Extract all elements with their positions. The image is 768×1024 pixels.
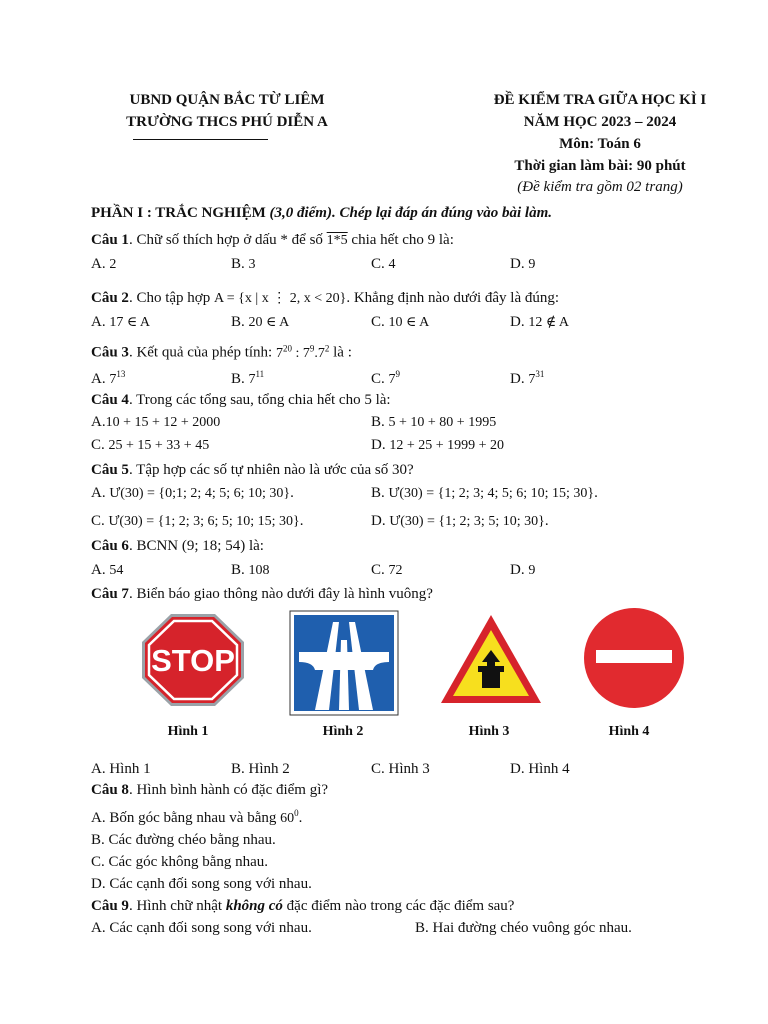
q6-option-a[interactable]: A. 54: [91, 562, 124, 578]
q1-option-d[interactable]: D. 9: [510, 256, 536, 272]
caption-hinh-2: Hình 2: [322, 724, 364, 739]
question-text: . BCNN (9; 18; 54) là:: [128, 538, 264, 554]
q8-option-c[interactable]: C. Các góc không bằng nhau.: [91, 854, 269, 870]
q2-option-d[interactable]: D. 12 ∉ A: [510, 314, 570, 330]
question-5: [91, 462, 414, 479]
question-label: Câu 6: [91, 538, 129, 554]
section-title: PHẦN I : TRẮC NGHIỆM: [91, 205, 266, 221]
question-label: Câu 2: [91, 290, 129, 306]
question-text: là :: [329, 344, 352, 361]
q9-option-b[interactable]: B. Hai đường chéo vuông góc nhau.: [415, 920, 632, 936]
caption-hinh-4: Hình 4: [608, 724, 650, 739]
question-text: . Biển báo giao thông nào dưới đây là hình vuông?: [128, 586, 433, 602]
q6-option-d[interactable]: D. 9: [510, 562, 536, 578]
q2-option-a[interactable]: A. 17 ∈ A: [91, 314, 151, 330]
q7-option-c[interactable]: C. Hình 3: [371, 761, 430, 777]
question-label: Câu 5: [91, 462, 129, 478]
exam-title: ĐỀ KIỂM TRA GIỮA HỌC KÌ I: [493, 92, 707, 108]
q2-option-b[interactable]: B. 20 ∈ A: [231, 314, 290, 330]
question-text: . Hình bình hành có đặc điểm gì?: [128, 782, 329, 798]
question-text: . Tập hợp các số tự nhiên nào là ước của số 30?: [128, 462, 414, 478]
question-text: . Cho tập hợp: [128, 290, 214, 306]
question-7: [91, 586, 433, 603]
school-year: NĂM HỌC 2023 – 2024: [523, 114, 677, 130]
section-instruction: Chép lại đáp án đúng vào bài làm.: [335, 205, 552, 221]
q4-option-c[interactable]: C. 25 + 15 + 33 + 45: [91, 437, 210, 453]
q3-option-c[interactable]: C. $7^9$: [371, 369, 401, 387]
caption-hinh-3: Hình 3: [468, 724, 510, 739]
caption-hinh-1: Hình 1: [167, 724, 209, 739]
question-text: . Kết quả của phép tính:: [128, 344, 276, 361]
question-label: Câu 9: [91, 898, 129, 914]
q4-option-b[interactable]: B. 5 + 10 + 80 + 1995: [371, 414, 497, 430]
section-heading: [91, 205, 552, 222]
q6-option-c[interactable]: C. 72: [371, 562, 403, 578]
q1-option-c[interactable]: C. 4: [371, 256, 396, 272]
q3-option-b[interactable]: B. $7^{11}$: [231, 369, 265, 387]
page-count-note: (Đề kiểm tra gồm 02 trang): [517, 179, 683, 195]
question-2: [91, 290, 559, 307]
q5-option-d[interactable]: D. Ư(30) = {1; 2; 3; 5; 10; 30}.: [371, 513, 549, 529]
q5-option-b[interactable]: B. Ư(30) = {1; 2; 3; 4; 5; 6; 10; 15; 30}.: [371, 485, 598, 501]
question-1: [91, 232, 454, 249]
q4-option-d[interactable]: D. 12 + 25 + 1999 + 20: [371, 437, 505, 453]
q2-option-c[interactable]: C. 10 ∈ A: [371, 314, 430, 330]
q8-option-b[interactable]: B. Các đường chéo bằng nhau.: [91, 832, 276, 848]
district-name: UBND QUẬN BẮC TỪ LIÊM: [129, 92, 325, 108]
question-8: [91, 782, 328, 799]
question-label: Câu 7: [91, 586, 129, 602]
question-4: [91, 392, 391, 409]
question-text: chia hết cho 9 là:: [347, 232, 454, 248]
q8-option-a[interactable]: A. Bốn góc bằng nhau và bằng $60^0$.: [91, 808, 303, 826]
digit-number: 1*5: [326, 233, 348, 248]
warning-triangle-sign-icon[interactable]: [438, 612, 544, 706]
q1-option-a[interactable]: A. 2: [91, 256, 117, 272]
question-emphasis: không có: [225, 898, 283, 914]
q3-option-d[interactable]: D. $7^{31}$: [510, 369, 545, 387]
question-6: [91, 538, 264, 555]
q5-option-a[interactable]: A. Ư(30) = {0;1; 2; 4; 5; 6; 10; 30}.: [91, 485, 294, 501]
q3-option-a[interactable]: A. $7^{13}$: [91, 369, 126, 387]
header-divider: [133, 139, 268, 140]
question-9: [91, 898, 514, 915]
q4-option-a[interactable]: A.10 + 15 + 12 + 2000: [91, 414, 221, 430]
q8-option-d[interactable]: D. Các cạnh đối song song với nhau.: [91, 876, 312, 892]
q1-option-b[interactable]: B. 3: [231, 256, 256, 272]
stop-sign-text: STOP: [151, 643, 235, 678]
highway-sign-icon[interactable]: [289, 610, 399, 716]
question-3: [91, 343, 352, 362]
question-text: . Chữ số thích hợp ở dấu * để số: [128, 232, 327, 248]
question-text: . Trong các tổng sau, tổng chia hết cho 5 là:: [128, 392, 391, 408]
duration: Thời gian làm bài: 90 phút: [514, 158, 686, 174]
subject: Môn: Toán 6: [559, 136, 641, 152]
q6-option-b[interactable]: B. 108: [231, 562, 270, 578]
question-label: Câu 8: [91, 782, 129, 798]
question-text: đặc điểm nào trong các đặc điểm sau?: [282, 898, 515, 914]
set-definition: A = {x | x ⋮ 2, x < 20}: [213, 291, 347, 306]
q7-option-b[interactable]: B. Hình 2: [231, 761, 290, 777]
question-text: . Hình chữ nhật: [128, 898, 226, 914]
question-label: Câu 4: [91, 392, 129, 408]
stop-sign-icon[interactable]: [140, 612, 246, 708]
q7-option-d[interactable]: D. Hình 4: [510, 761, 570, 777]
power-expression: $7^{20}$ : $7^9.7^2$: [275, 343, 330, 361]
q7-option-a[interactable]: A. Hình 1: [91, 761, 151, 777]
no-entry-sign-icon[interactable]: [582, 606, 686, 710]
question-label: Câu 3: [91, 344, 129, 361]
question-text: . Khẳng định nào dưới đây là đúng:: [346, 290, 560, 306]
school-name: TRƯỜNG THCS PHÚ DIỄN A: [126, 114, 328, 130]
question-label: Câu 1: [91, 232, 129, 248]
q9-option-a[interactable]: A. Các cạnh đối song song với nhau.: [91, 920, 312, 936]
section-points: (3,0 điểm).: [265, 205, 336, 221]
q5-option-c[interactable]: C. Ư(30) = {1; 2; 3; 6; 5; 10; 15; 30}.: [91, 513, 304, 529]
